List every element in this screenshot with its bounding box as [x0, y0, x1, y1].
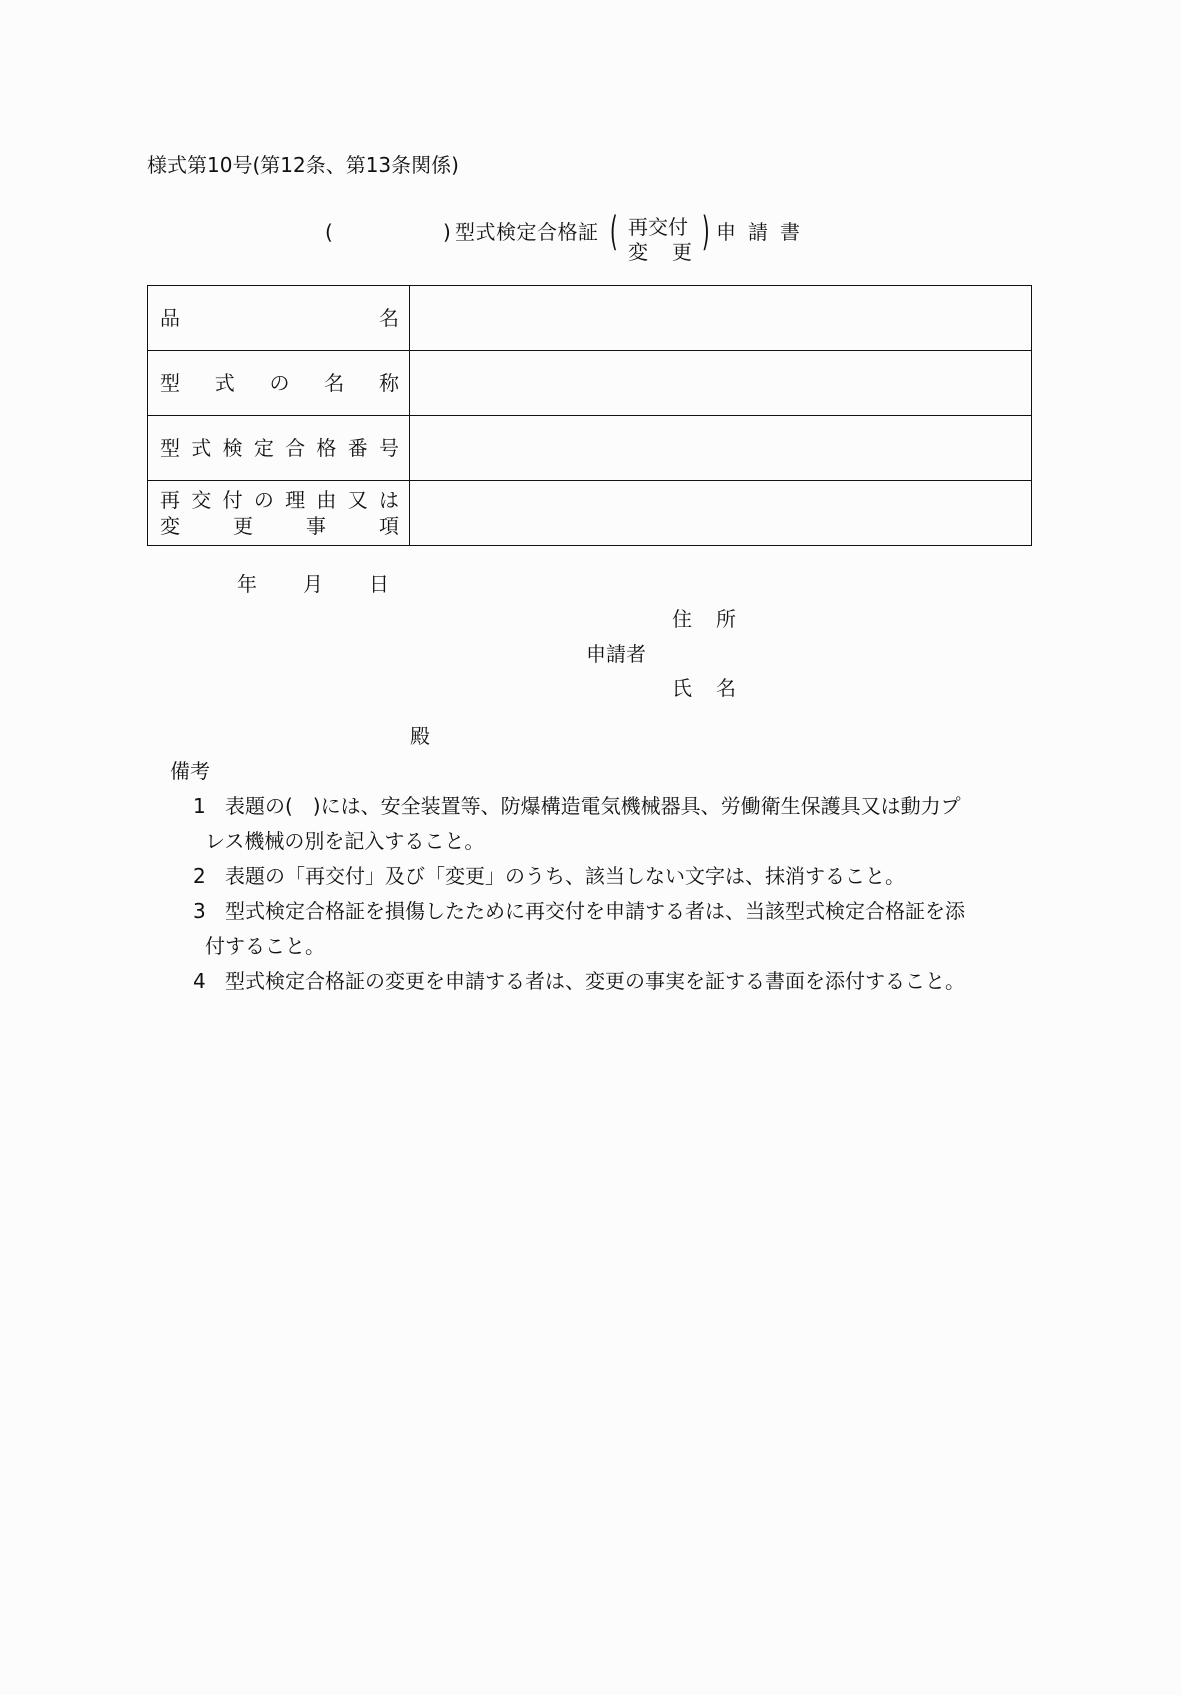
remarks-heading: 備考	[170, 759, 210, 783]
table-row-reason	[148, 481, 1032, 546]
title-main: 型式検定合格証	[455, 220, 599, 244]
field-model-name[interactable]	[410, 351, 1032, 416]
option-change: 変 更	[628, 240, 692, 264]
note-4-line1: 型式検定合格証の変更を申請する者は、変更の事実を証する書面を添付すること。	[225, 969, 965, 993]
date-year: 年	[237, 572, 257, 596]
note-1-line2: レス機械の別を記入すること。	[205, 829, 485, 853]
form-number: 様式第10号(第12条、第13条関係)	[147, 153, 459, 177]
label-model-name: 型 式 の 名 称	[148, 351, 410, 416]
note-4-number: 4	[193, 969, 206, 993]
applicant-label: 申請者	[586, 642, 646, 666]
label-reason-or-change: 再 交 付 の 理 由 又 は 変 更 事 項	[148, 481, 410, 546]
title-tail: 申請書	[716, 220, 812, 244]
note-1-number: 1	[193, 794, 206, 818]
table-row-product-name	[148, 286, 1032, 351]
date-day: 日	[369, 572, 389, 596]
table-row-model-name	[148, 351, 1032, 416]
application-table	[147, 285, 1032, 546]
name-label: 氏名	[672, 676, 760, 700]
label-certificate-number: 型 式 検 定 合 格 番 号	[148, 416, 410, 481]
bracket-right: )	[702, 209, 711, 255]
title-paren-close: )	[443, 220, 451, 244]
addressee-suffix: 殿	[410, 724, 430, 748]
table-row-certificate-number	[148, 416, 1032, 481]
address-label: 住所	[672, 607, 760, 631]
note-3-line1: 型式検定合格証を損傷したために再交付を申請する者は、当該型式検定合格証を添	[225, 899, 965, 923]
title-paren-open: (	[325, 220, 333, 244]
note-1-line1: 表題の( )には、安全装置等、防爆構造電気機械器具、労働衛生保護具又は動力プ	[225, 794, 961, 818]
field-certificate-number[interactable]	[410, 416, 1032, 481]
note-3-number: 3	[193, 899, 206, 923]
field-product-name[interactable]	[410, 286, 1032, 351]
bracket-left: (	[609, 209, 618, 255]
title-option-stack	[609, 209, 711, 264]
date-month: 月	[303, 572, 323, 596]
note-2-line1: 表題の「再交付」及び「変更」のうち、該当しない文字は、抹消すること。	[225, 864, 905, 888]
note-3-line2: 付すること。	[205, 934, 325, 958]
label-product-name: 品 名	[148, 286, 410, 351]
field-reason-or-change[interactable]	[410, 481, 1032, 546]
note-2-number: 2	[193, 864, 206, 888]
option-reissue: 再交付	[628, 215, 688, 239]
